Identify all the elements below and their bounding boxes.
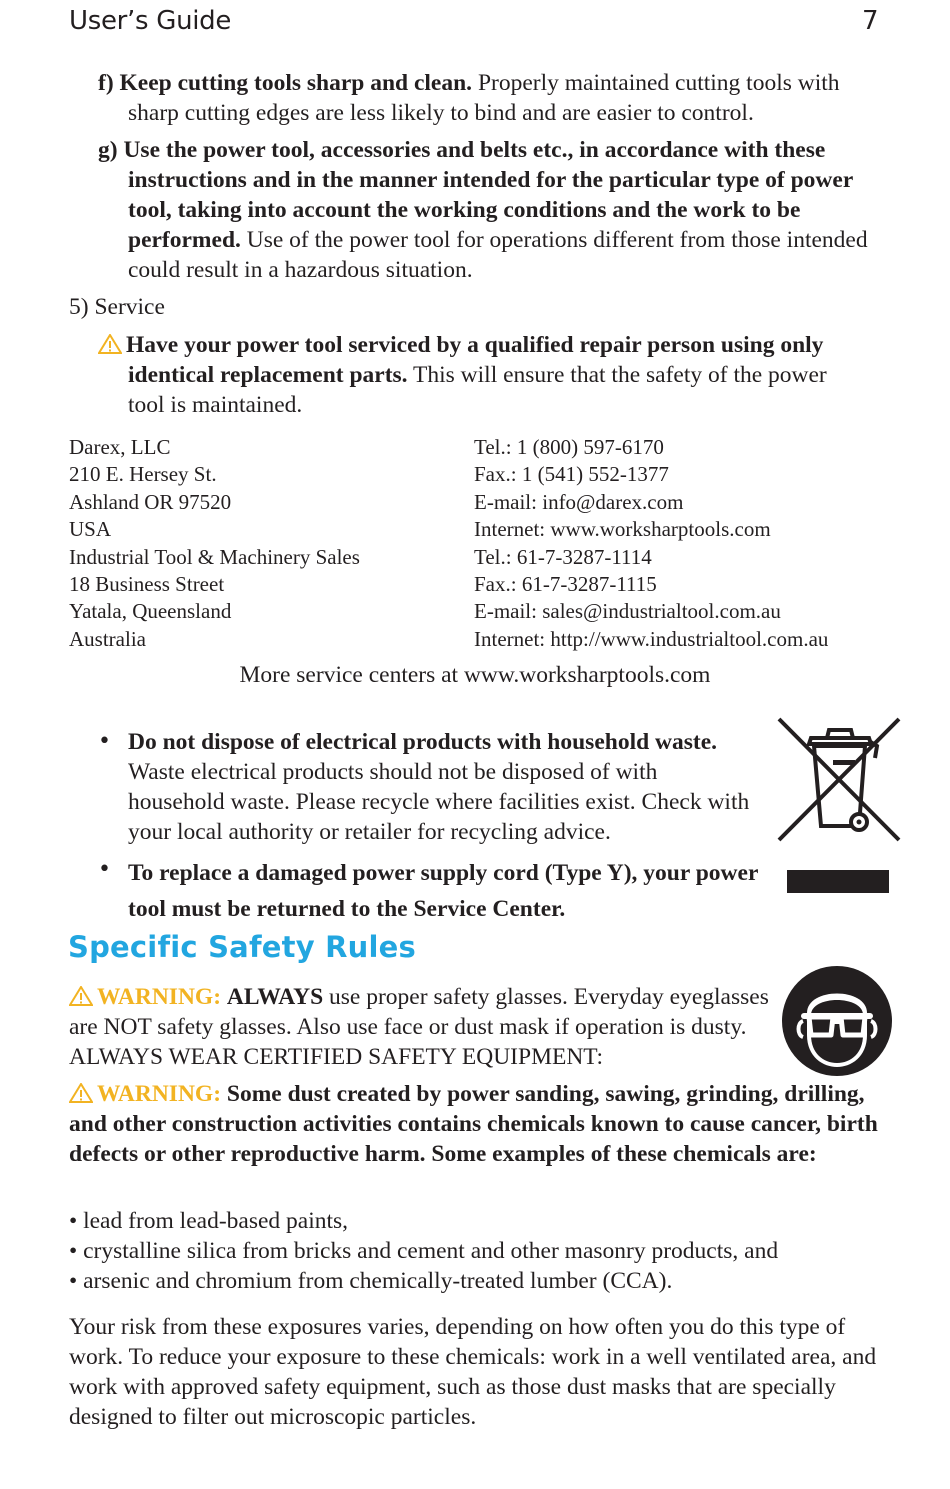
address-line: Industrial Tool & Machinery Sales bbox=[69, 544, 360, 569]
contact-darex-address bbox=[69, 434, 360, 653]
warning-triangle-icon bbox=[69, 1083, 93, 1103]
address-line: 210 E. Hersey St. bbox=[69, 462, 217, 487]
address-line: Australia bbox=[69, 626, 146, 651]
address-line: Yatala, Queensland bbox=[69, 599, 232, 624]
disposal-paragraph bbox=[128, 727, 758, 847]
service-heading: 5) Service bbox=[69, 294, 165, 320]
crossed-out-wheelie-bin-icon bbox=[777, 716, 901, 896]
disposal-bold: Do not dispose of electrical products with household waste. bbox=[128, 729, 718, 755]
rule-g-bold: Use the power tool, accessories and belts etc., in accordance with these instructions and in the manner intended for the particular type of power tool, taking into account the working conditions and the work to be performed. bbox=[123, 137, 853, 253]
service-bold: Have your power tool serviced by a qualified repair person using only identical replacement parts. bbox=[126, 332, 824, 388]
contact-email: E-mail: info@darex.com bbox=[474, 489, 684, 514]
contact-website: Internet: www.worksharptools.com bbox=[474, 517, 771, 542]
address-line: 18 Business Street bbox=[69, 572, 225, 597]
exposure-paragraph: Your risk from these exposures varies, depending on how often you do this type of work. To reduce your exposure to these chemicals: work in a well ventilated area, and work with approved safety equipment, such as those dust masks that are specially designed to filter out microscopic particles. bbox=[69, 1314, 877, 1430]
rule-f-label: f) bbox=[98, 70, 114, 96]
bullet-cord: • bbox=[98, 857, 111, 882]
contact-details bbox=[474, 434, 828, 653]
list-item: • lead from lead-based paints, bbox=[69, 1208, 349, 1234]
warning-label: WARNING: bbox=[97, 1081, 222, 1107]
warning-chemical-dust bbox=[69, 1079, 879, 1169]
rule-f-bold: Keep cutting tools sharp and clean. bbox=[119, 70, 473, 96]
rule-g-text: Use of the power tool for operations different from those intended could result in a hazardous situation. bbox=[128, 227, 868, 283]
warning-triangle-icon bbox=[69, 986, 93, 1006]
rule-g bbox=[98, 135, 868, 285]
contact-fax: Fax.: 1 (541) 552-1377 bbox=[474, 462, 669, 487]
wear-eye-protection-icon bbox=[781, 965, 893, 1077]
address-line: USA bbox=[69, 517, 112, 542]
warning-1-bold: ALWAYS bbox=[226, 984, 324, 1010]
cord-bold: To replace a damaged power supply cord (Type Y), your power tool must be returned to the Service Center. bbox=[128, 860, 758, 922]
warning-safety-glasses bbox=[69, 982, 784, 1072]
contact-tel: Tel.: 61-7-3287-1114 bbox=[474, 544, 652, 569]
contact-email: E-mail: sales@industrialtool.com.au bbox=[474, 599, 781, 624]
rule-f-text: Properly maintained cutting tools with sharp cutting edges are less likely to bind and are easier to control. bbox=[128, 70, 840, 126]
service-text: This will ensure that the safety of the power tool is maintained. bbox=[128, 362, 827, 418]
cord-paragraph bbox=[128, 855, 768, 927]
warning-label: WARNING: bbox=[97, 984, 222, 1010]
chemical-examples-list bbox=[69, 1206, 889, 1296]
warning-1-text: use proper safety glasses. Everyday eyeglasses are NOT safety glasses. Also use face or dust mask if operation is dusty. ALWAYS WEAR CERTIFIED SAFETY EQUIPMENT: bbox=[69, 984, 769, 1070]
address-line: Ashland OR 97520 bbox=[69, 489, 232, 514]
list-item: • arsenic and chromium from chemically-treated lumber (CCA). bbox=[69, 1268, 673, 1294]
contact-tel: Tel.: 1 (800) 597-6170 bbox=[474, 435, 664, 459]
contact-fax: Fax.: 61-7-3287-1115 bbox=[474, 572, 657, 597]
section-title: Specific Safety Rules bbox=[68, 930, 416, 964]
address-line: Darex, LLC bbox=[69, 435, 171, 459]
disposal-text: Waste electrical products should not be disposed of with household waste. Please recycle where facilities exist. Check with your local authority or retailer for recycling advice. bbox=[128, 759, 750, 845]
list-item: • crystalline silica from bricks and cement and other masonry products, and bbox=[69, 1238, 779, 1264]
warning-2-bold: Some dust created by power sanding, sawing, grinding, drilling, and other construction activities contains chemicals known to cause cancer, birth defects or other reproductive harm. Some examples of these chemicals are: bbox=[69, 1081, 878, 1167]
page-header-title: User’s Guide bbox=[69, 6, 232, 36]
bullet-disposal: • bbox=[98, 729, 111, 754]
warning-triangle-icon bbox=[98, 334, 122, 354]
page-number: 7 bbox=[862, 6, 879, 36]
rule-g-label: g) bbox=[98, 137, 118, 163]
contact-website: Internet: http://www.industrialtool.com.au bbox=[474, 626, 829, 651]
rule-f bbox=[98, 68, 858, 128]
service-rule bbox=[98, 330, 868, 420]
more-service-centers: More service centers at www.worksharptools.com bbox=[239, 662, 711, 688]
